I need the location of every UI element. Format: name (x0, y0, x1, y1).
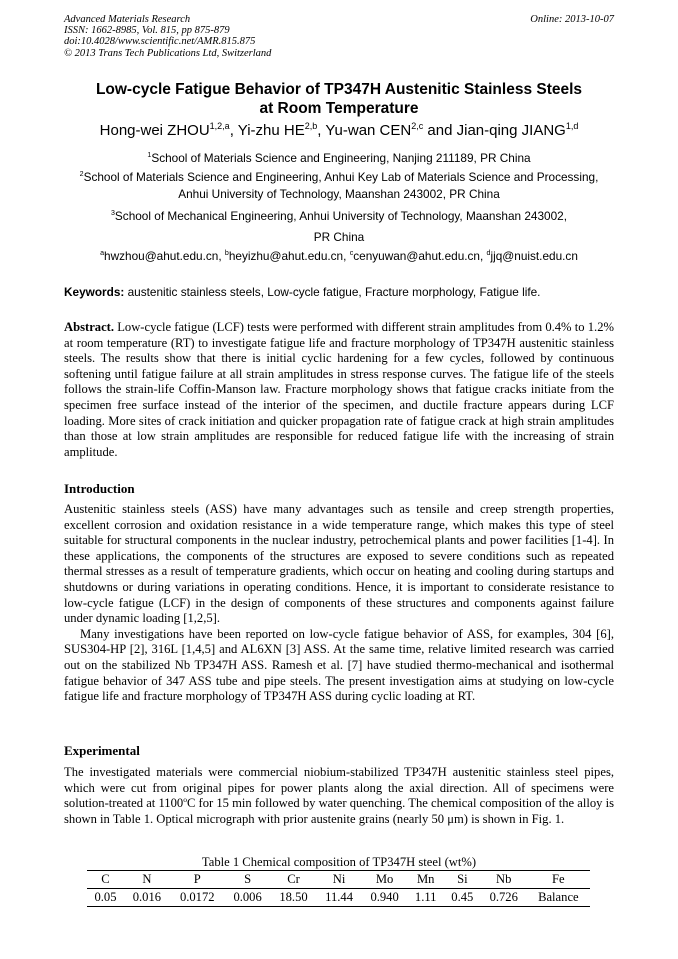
table-cell: Balance (527, 889, 590, 907)
issn-line: ISSN: 1662-8985, Vol. 815, pp 875-879 (64, 25, 230, 37)
email-sup: b (224, 249, 229, 258)
title-line-2: at Room Temperature (259, 100, 419, 117)
author-separator: , (317, 122, 326, 139)
author-sup: 2,b (304, 121, 318, 131)
email-link[interactable]: hwzhou@ahut.edu.cn, (104, 249, 225, 263)
email-link[interactable]: cenyuwan@ahut.edu.cn, (353, 249, 487, 263)
intro-paragraph-2: Many investigations have been reported on low-cycle fatigue behavior of ASS, for examples, 304 [6], SUS304-HP [2], 316L [1,4,5] and AL6XN [3] ASS. At the same time, relative limited research was carried out on the stabilized Nb TP347H ASS. Ramesh et al. [7] have studied thermo-mechanical and isothermal fatigue behavior of 347 ASS tube and pipe steels. The present investigation aims at studying on low-cycle fatigue life and fracture morphology of TP347H ASS during cyclic loading at RT. (64, 626, 614, 704)
author-list (40, 121, 638, 141)
table-header-cell: N (124, 871, 170, 889)
table-cell: 0.0172 (170, 889, 225, 907)
table-header-cell: Mn (408, 871, 444, 889)
table-cell: 0.05 (87, 889, 124, 907)
introduction-heading: Introduction (64, 481, 135, 496)
table-caption: Table 1 Chemical composition of TP347H steel (wt%) (201, 855, 477, 869)
keywords-line (64, 285, 614, 300)
table-header-cell: S (225, 871, 271, 889)
intro-paragraph-1: Austenitic stainless steels (ASS) have many advantages such as tensile and creep strength properties, excellent corrosion and oxidation resistance in a wide temperature range, which makes this type of steel suitable for structural components in the nuclear industry, petrochemical plants and power facilities [1-4]. In these applications, the components of the structures are exposed to severe conditions such as repeated thermal stresses as a result of temperature gradients, which occur on heating and cooling during startups and shutdowns or during variations in operating conditions. Hence, it is important to considerate resistance to low-cycle fatigue (LCF) in the design of components of these structures and components against failure under dynamic loading [1,2,5]. (64, 502, 614, 626)
keywords-text: austenitic stainless steels, Low-cycle fatigue, Fracture morphology, Fatigue life. (124, 285, 541, 299)
experimental-paragraph (64, 765, 614, 827)
affiliation-sup: 2 (79, 170, 84, 179)
table-cell: 1.11 (408, 889, 444, 907)
table-row (87, 889, 590, 907)
table-cell: 11.44 (316, 889, 361, 907)
abstract-label: Abstract. (64, 320, 115, 334)
table-cell: 0.016 (124, 889, 170, 907)
affiliation-text-cont: Anhui University of Technology, Maanshan 243002, PR China (178, 187, 500, 201)
table-header-cell: Nb (481, 871, 527, 889)
table-header-cell: Ni (316, 871, 361, 889)
author-separator: and (423, 122, 457, 139)
table-cell: 0.006 (225, 889, 271, 907)
table-header-cell: Mo (362, 871, 408, 889)
affiliation-sup: 1 (147, 151, 152, 160)
abstract (64, 320, 614, 460)
table-header-cell: Cr (271, 871, 317, 889)
table-cell: 0.940 (362, 889, 408, 907)
author-sup: 1,d (565, 121, 579, 131)
email-sup: d (486, 249, 491, 258)
online-date: Online: 2013-10-07 (530, 14, 614, 25)
affiliation-sup: 3 (110, 209, 115, 218)
author-sup: 1,2,a (209, 121, 230, 131)
author-name: Jian-qing JIANG (456, 122, 566, 139)
journal-header (64, 14, 271, 59)
affiliation-text: School of Materials Science and Engineering, Anhui Key Lab of Materials Science and Processing, (83, 170, 599, 184)
author-separator: , (229, 122, 238, 139)
author-name: Hong-wei ZHOU (99, 122, 210, 139)
experimental-text: The investigated materials were commercial niobium-stabilized TP347H austenitic stainless steel pipes, which were cut from original pipes for power plants along the axial direction. All of specimens were solution-treated at 1100 (64, 765, 614, 811)
table-cell: 0.45 (444, 889, 481, 907)
table-header-row (87, 871, 590, 889)
author-name: Yu-wan CEN (325, 122, 412, 139)
affiliation-1 (40, 150, 638, 167)
email-sup: a (100, 249, 105, 258)
table-header-cell: Si (444, 871, 481, 889)
experimental-body (64, 765, 614, 827)
affiliation-text: School of Mechanical Engineering, Anhui University of Technology, Maanshan 243002, (114, 209, 567, 223)
email-link[interactable]: heyizhu@ahut.edu.cn, (228, 249, 350, 263)
keywords-label: Keywords: (64, 285, 125, 299)
author-name: Yi-zhu HE (237, 122, 305, 139)
copyright-line: © 2013 Trans Tech Publications Ltd, Switzerland (64, 47, 272, 59)
table-cell: 0.726 (481, 889, 527, 907)
affiliation-2 (40, 169, 638, 203)
title-line-1: Low-cycle Fatigue Behavior of TP347H Austenitic Stainless Steels (95, 81, 583, 98)
composition-table (87, 870, 590, 907)
author-sup: 2,c (411, 121, 424, 131)
table-cell: 18.50 (271, 889, 317, 907)
experimental-text: C for 15 min followed by water quenching. The chemical composition of the alloy is shown in Table 1. Optical micrograph with prior austenite grains (nearly 50 μm) is shown in Fig. 1. (64, 796, 614, 826)
affiliation-text: School of Materials Science and Engineering, Nanjing 211189, PR China (151, 151, 531, 165)
email-sup: c (349, 249, 354, 258)
email-link[interactable]: jjq@nuist.edu.cn (490, 249, 578, 263)
abstract-text: Low-cycle fatigue (LCF) tests were performed with different strain amplitudes from 0.4% to 1.2% at room temperature (RT) to investigate fatigue life and fracture morphology of TP347H austenitic stainless steels. The results show that there is initial cyclic hardening for a few cycles, followed by continuous softening until fatigue failure at all strain amplitudes in stress response curves. The fatigue life of the steels follows the strain-life Coffin-Manson law. Fracture morphology shows that fatigue cracks initiate from the specimen free surface instead of the interior of the specimen, and ductile fracture appears during LCF loading. More sites of crack initiation and quicker propagation rate of fatigue crack at high strain amplitudes than those at low strain amplitudes are responsible for reduced fatigue life with the increasing of strain amplitude. (64, 320, 614, 459)
paper-title (64, 80, 614, 118)
experimental-heading: Experimental (64, 743, 140, 758)
introduction-body (64, 502, 614, 705)
table-header-cell: P (170, 871, 225, 889)
table-header-cell: Fe (527, 871, 590, 889)
doi-line: doi:10.4028/www.scientific.net/AMR.815.875 (64, 36, 256, 48)
affiliation-text-cont: PR China (313, 230, 365, 244)
affiliation-3 (40, 206, 638, 248)
degree-sup: o (183, 795, 187, 804)
journal-name: Advanced Materials Research (64, 14, 191, 25)
author-emails (40, 249, 638, 264)
table-header-cell: C (87, 871, 124, 889)
